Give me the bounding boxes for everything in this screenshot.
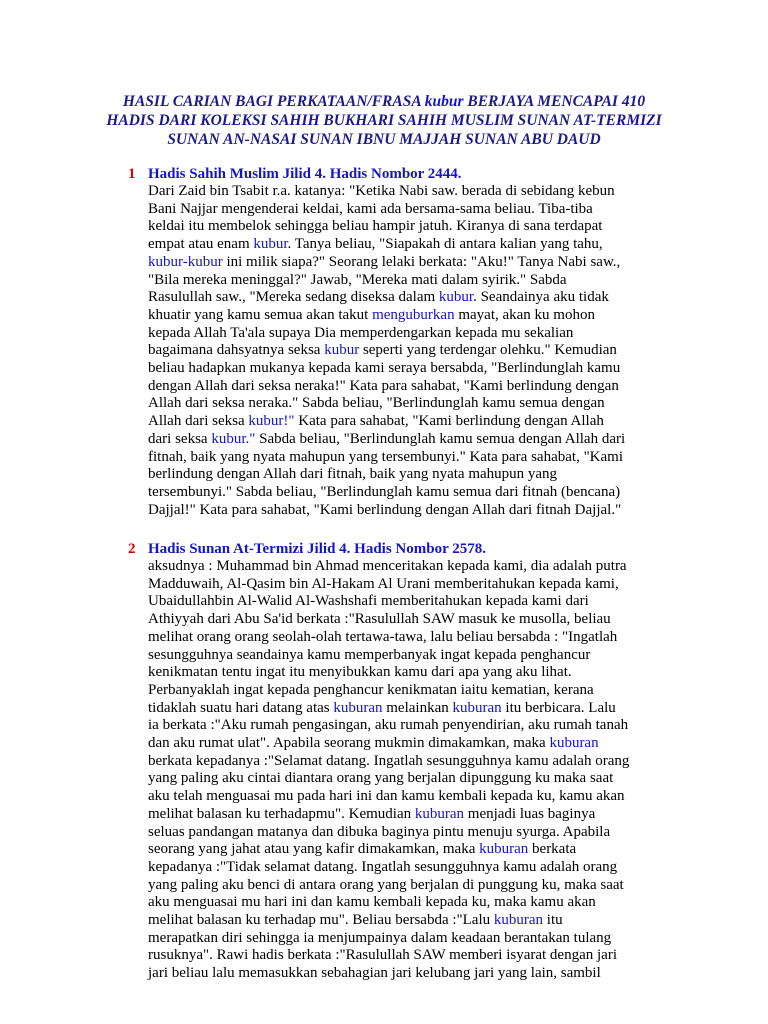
- text-line: [148, 236, 648, 254]
- result-number: 1: [128, 166, 136, 182]
- heading-line-3: SUNAN AN-NASAI SUNAN IBNU MAJJAH SUNAN ABU DAUD: [167, 131, 601, 148]
- text-line: [148, 930, 648, 948]
- text-segment: ini milik siapa?" Seorang lelaki berkata: "Aku!" Tanya Nabi saw.,: [222, 253, 621, 270]
- highlighted-term[interactable]: kuburan: [333, 699, 383, 716]
- search-term: kubur: [424, 93, 464, 110]
- text-segment: berkata kepadanya :"Selamat datang. Ingatlah sesungguhnya kamu adalah orang: [148, 752, 630, 769]
- result-text: [148, 183, 648, 519]
- result-title[interactable]: Hadis Sahih Muslim Jilid 4. Hadis Nombor 2444.: [148, 166, 462, 182]
- text-line: [148, 611, 648, 629]
- text-line: [148, 717, 648, 735]
- heading-line-1: [123, 93, 645, 110]
- text-segment: sesungguhnya seandainya kamu memperbanyak ingat kepada penghancur: [148, 646, 591, 663]
- result-title[interactable]: Hadis Sunan At-Termizi Jilid 4. Hadis Nombor 2578.: [148, 541, 486, 557]
- text-line: [148, 788, 648, 806]
- text-segment: Bani Najjar mengenderai keldai, kami ada bersama-sama beliau. Tiba-tiba: [148, 200, 593, 217]
- text-line: [148, 466, 648, 484]
- text-segment: kepadanya :"Tidak selamat datang. Ingatlah sesungguhnya kamu adalah orang: [148, 858, 618, 875]
- text-line: [148, 947, 648, 965]
- text-line: [148, 325, 648, 343]
- text-segment: aksudnya : Muhammad bin Ahmad menceritakan kepada kami, dia adalah putra: [148, 558, 627, 574]
- text-segment: Athiyyah dari Abu Sa'id berkata :"Rasulullah SAW masuk ke musolla, beliau: [148, 611, 611, 628]
- text-line: [148, 183, 648, 201]
- text-segment: fitnah, baik yang nyata mahupun yang tersembunyi." Kata para sahabat, "Kami: [148, 448, 624, 465]
- text-line: [148, 413, 648, 431]
- text-segment: ia berkata :"Aku rumah pengasingan, aku rumah penyendirian, aku rumah tanah: [148, 717, 629, 734]
- text-line: [148, 664, 648, 682]
- text-line: [148, 965, 648, 983]
- highlighted-term[interactable]: kuburan: [414, 805, 465, 822]
- text-segment: berkata: [528, 841, 577, 858]
- text-segment: itu berbicara. Lalu: [501, 699, 616, 716]
- highlighted-term[interactable]: kuburan: [549, 735, 599, 752]
- text-segment: keldai itu membelok sehingga beliau hampir jatuh. Kiranya di sana terdapat: [148, 218, 603, 235]
- highlighted-term[interactable]: kubur!": [248, 413, 295, 430]
- text-segment: berlindung dengan Allah dari fitnah, baik yang nyata mahupun yang: [148, 466, 558, 483]
- text-segment: seorang yang jahat atau yang kafir dimakamkan, maka: [148, 841, 480, 858]
- text-line: [148, 682, 648, 700]
- text-segment: Ubaidullahbin Al-Walid Al-Washshafi memberitahukan kepada kami dari: [148, 593, 589, 610]
- text-line: [148, 449, 648, 467]
- text-line: [148, 576, 648, 594]
- text-line: [148, 593, 648, 611]
- text-line: [148, 484, 648, 502]
- text-line: [148, 770, 648, 788]
- text-segment: seluas pandangan matanya dan dibuka baginya pintu menuju syurga. Apabila: [148, 823, 611, 840]
- heading-line-2: HADIS DARI KOLEKSI SAHIH BUKHARI SAHIH MUSLIM SUNAN AT-TERMIZI: [106, 112, 662, 129]
- text-segment: beliau hadapkan mukanya kepada kami seraya bersabda, "Berlindunglah kamu: [148, 360, 621, 377]
- text-line: [148, 272, 648, 290]
- text-segment: aku menguasai mu hari ini dan kamu kembali kepada ku, maka kamu akan: [148, 894, 596, 911]
- text-line: [148, 378, 648, 396]
- heading-part-1: HASIL CARIAN BAGI PERKATAAN/FRASA: [122, 93, 425, 110]
- text-line: [148, 877, 648, 895]
- text-segment: Kata para sahabat, "Kami berlindung dengan Allah: [294, 413, 604, 430]
- highlighted-term[interactable]: kuburan: [452, 699, 502, 716]
- text-line: [148, 254, 648, 272]
- text-segment: Rasulullah saw., "Mereka sedang diseksa dalam: [148, 289, 439, 306]
- text-line: [148, 289, 648, 307]
- text-segment: "Bila mereka meninggal?" Jawab, "Mereka mati dalam syirik." Sabda: [148, 271, 567, 288]
- search-result-heading: [60, 92, 708, 149]
- text-line: [148, 753, 648, 771]
- text-segment: dari seksa: [148, 430, 212, 447]
- heading-part-2: BERJAYA MENCAPAI 410: [463, 93, 646, 110]
- text-line: [148, 841, 648, 859]
- text-segment: tidaklah suatu hari datang atas: [148, 699, 334, 716]
- text-segment: bagaimana dahsyatnya seksa: [148, 342, 325, 359]
- highlighted-term[interactable]: kubur: [438, 289, 474, 306]
- text-line: [148, 629, 648, 647]
- text-segment: Sabda beliau, "Berlindunglah kamu semua dengan Allah dari: [255, 430, 626, 447]
- text-segment: kenikmatan tentu ingat itu menyibukkan kamu dari apa yang aku lihat.: [148, 664, 572, 681]
- text-line: [148, 201, 648, 219]
- text-line: [148, 894, 648, 912]
- text-segment: itu: [543, 912, 563, 929]
- text-line: [148, 558, 648, 576]
- text-line: [148, 700, 648, 718]
- text-segment: Allah dari seksa: [148, 413, 249, 430]
- text-line: [148, 859, 648, 877]
- text-segment: menjadi luas baginya: [464, 805, 596, 822]
- text-segment: merapatkan diri sehingga ia menjumpainya dalam keadaan berantakan tulang: [148, 929, 612, 946]
- text-line: [148, 218, 648, 236]
- text-line: [148, 647, 648, 665]
- result-number: 2: [128, 541, 136, 557]
- text-segment: aku telah menguasai mu pada hari ini dan kamu kembali kepada ku, kamu akan: [148, 788, 625, 805]
- text-segment: melainkan: [382, 699, 453, 716]
- text-segment: empat atau enam: [148, 236, 254, 253]
- text-segment: rusuknya". Rawi hadis berkata :"Rasulullah SAW memberi isyarat dengan jari: [148, 947, 617, 964]
- highlighted-term[interactable]: kubur.": [211, 430, 256, 447]
- text-segment: jari beliau lalu memasukkan sebahagian jari kelubang jari yang lain, sambil: [148, 965, 601, 982]
- text-line: [148, 360, 648, 378]
- highlighted-term[interactable]: kuburan: [479, 841, 529, 858]
- text-segment: dengan Allah dari seksa neraka!" Kata para sahabat, "Kami berlindung dengan: [148, 377, 619, 394]
- text-segment: khuatir yang kamu semua akan takut: [148, 306, 373, 323]
- text-segment: Perbanyaklah ingat kepada penghancur kenikmatan iaitu kematian, kerana: [148, 681, 594, 698]
- highlighted-term[interactable]: kubur-kubur: [148, 253, 223, 270]
- text-segment: Dari Zaid bin Tsabit r.a. katanya: "Ketika Nabi saw. berada di sebidang kebun: [148, 183, 615, 199]
- text-segment: mayat, akan ku mohon: [454, 306, 595, 323]
- text-line: [148, 431, 648, 449]
- text-segment: yang paling aku cintai diantara orang yang berjalan dipunggung ku maka saat: [148, 770, 614, 787]
- highlighted-term[interactable]: kuburan: [493, 912, 544, 929]
- text-segment: . Tanya beliau, "Siapakah di antara kalian yang tahu,: [287, 236, 603, 253]
- text-segment: melihat orang orang seolah-olah tertawa-tawa, lalu beliau bersabda : "Ingatlah: [148, 628, 618, 645]
- text-line: [148, 735, 648, 753]
- text-segment: . Seandainya aku tidak: [473, 289, 609, 306]
- text-line: [148, 806, 648, 824]
- text-segment: Madduwaih, Al-Qasim bin Al-Hakam Al Urani memberitahukan kepada kami,: [148, 575, 619, 592]
- highlighted-term[interactable]: kubur: [253, 236, 288, 253]
- text-segment: Allah dari seksa neraka." Sabda beliau, "Berlindunglah kamu semua dengan: [148, 395, 605, 412]
- result-text: [148, 558, 648, 983]
- text-segment: dan aku rumat ulat". Apabila seorang mukmin dimakamkan, maka: [148, 735, 550, 752]
- text-line: [148, 395, 648, 413]
- text-segment: melihat balasan ku terhadapmu". Kemudian: [148, 805, 415, 822]
- text-segment: yang paling aku benci di antara orang yang berjalan di punggung ku, maka saat: [148, 876, 624, 893]
- highlighted-term[interactable]: menguburkan: [372, 306, 455, 323]
- text-line: [148, 912, 648, 930]
- text-line: [148, 342, 648, 360]
- text-segment: kepada Allah Ta'ala supaya Dia memperdengarkan kepada mu sekalian: [148, 324, 574, 341]
- text-segment: Dajjal!" Kata para sahabat, "Kami berlindung dengan Allah dari fitnah Dajjal.": [148, 501, 622, 518]
- highlighted-term[interactable]: kubur: [324, 342, 360, 359]
- text-segment: seperti yang terdengar olehku." Kemudian: [359, 342, 617, 359]
- text-line: [148, 502, 648, 520]
- text-line: [148, 307, 648, 325]
- text-segment: tersembunyi." Sabda beliau, "Berlindunglah kamu semua dari fitnah (bencana): [148, 483, 621, 500]
- text-segment: melihat balasan ku terhadap mu". Beliau bersabda :"Lalu: [148, 912, 494, 929]
- text-line: [148, 824, 648, 842]
